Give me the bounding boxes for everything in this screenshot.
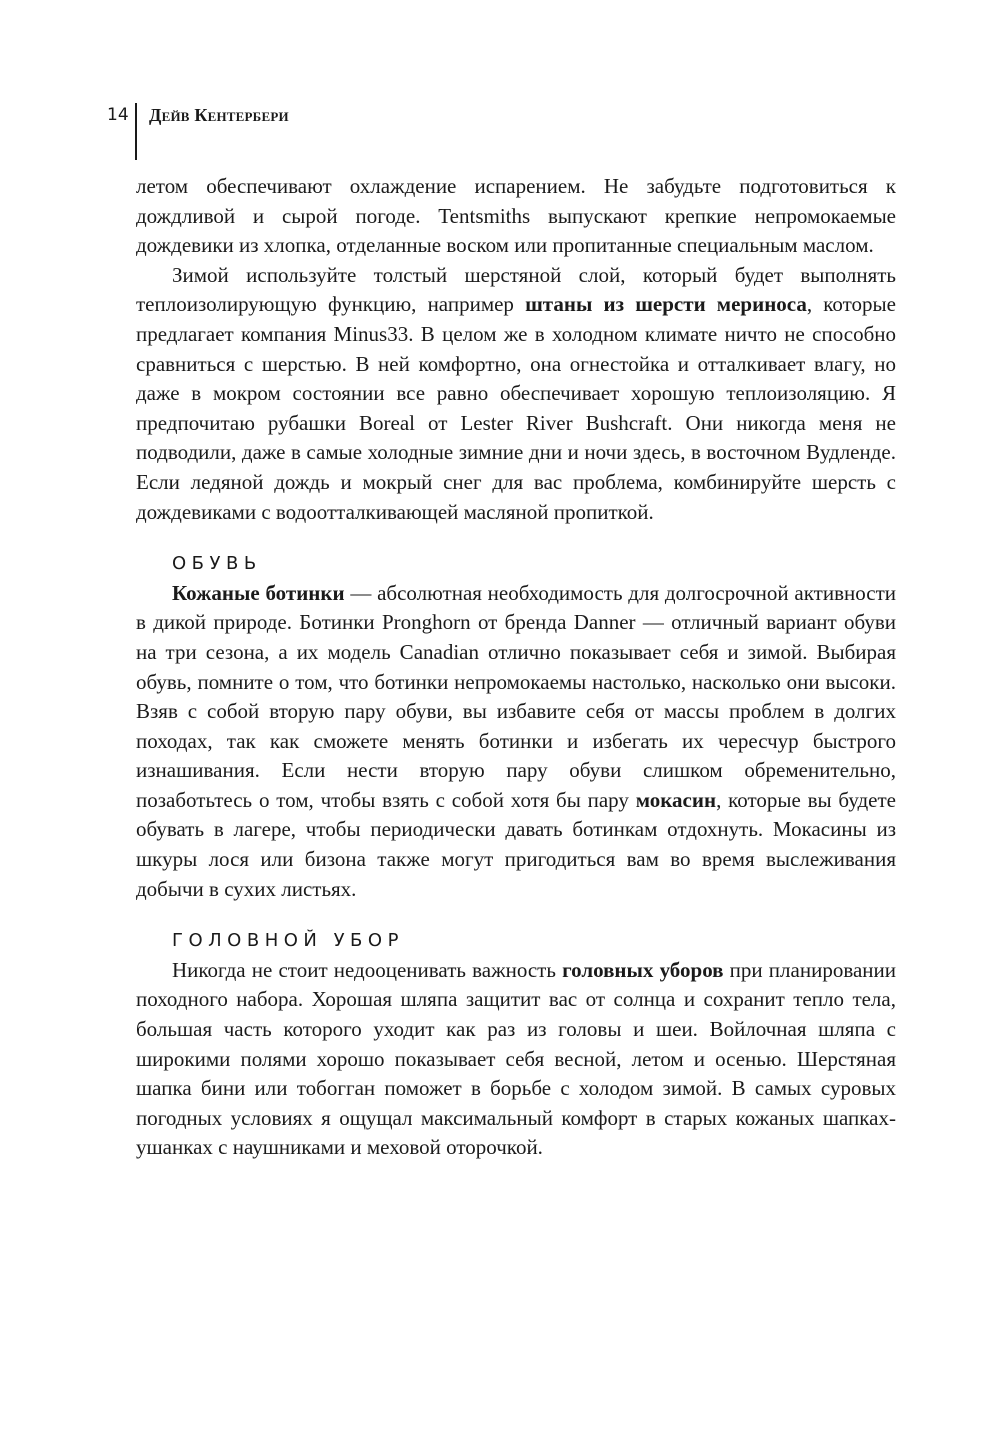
- paragraph-text: летом обеспечивают охлаждение испарением. Не забудьте подготовиться к дождливой и сырой погоде. Tentsmiths выпускают крепкие непромокаемые дождевики из хлопка, отделанные воском или пропитанные специальным маслом.: [136, 174, 896, 258]
- paragraph-headwear: [136, 956, 896, 1163]
- header-divider: [135, 103, 137, 160]
- page-body: [136, 172, 896, 1163]
- paragraph-text: , которые предлагает компания Minus33. В целом же в холодном климате ничто не способно сравниться с шерстью. В ней комфортно, она огнестойка и отталкивает влагу, но даже в мокром состоянии все равно обеспечивает хорошую теплоизоляцию. Я предпочитаю рубашки Boreal от Lester River Bushcraft. Они никогда меня не подводили, даже в самые холодные зимние дни и ночи здесь, в восточном Вудленде. Если ледяной дождь и мокрый снег для вас проблема, комбинируйте шерсть с дождевиками с водоотталкивающей масляной пропиткой.: [136, 292, 896, 524]
- bold-term: головных уборов: [562, 957, 724, 982]
- section-heading-headwear: ГОЛОВНОЙ УБОР: [172, 930, 404, 952]
- section-spacer: [136, 904, 896, 926]
- paragraph-text: — абсолютная необходимость для долгосрочной активности в дикой природе. Ботинки Pronghorn от бренда Danner — отличный вариант обуви на три сезона, а их модель Canadian отлично показывает себя и зимой. Выбирая обувь, помните о том, что ботинки непромокаемы настолько, насколько они высоки. Взяв с собой вторую пару обуви, вы избавите себя от массы проблем в долгих походах, так как сможете менять ботинки и избегать их чересчур быстрого изнашивания. Если нести вторую пару обуви слишком обременительно, позаботьтесь о том, чтобы взять с собой хотя бы пару: [136, 580, 896, 812]
- section-spacer: [136, 527, 896, 549]
- paragraph-summer-clothing: [136, 172, 896, 261]
- bold-term: штаны из шерсти мериноса: [525, 292, 807, 317]
- paragraph-text: Никогда не стоит недооценивать важность: [172, 957, 563, 982]
- paragraph-winter-wool: [136, 261, 896, 527]
- bold-term: мокасин: [635, 787, 717, 812]
- paragraph-text: , которые вы будете обувать в лагере, чтобы периодически давать ботинкам отдохнуть. Мокасины из шкуры лося или бизона также могут пригодиться вам во время выслеживания добычи в сухих листьях.: [136, 787, 897, 901]
- running-head: [107, 103, 507, 163]
- bold-term: Кожаные ботинки: [172, 580, 345, 605]
- book-author: Дейв Кентербери: [149, 105, 289, 125]
- paragraph-text: Зимой используйте толстый шерстяной слой, который будет выполнять теплоизолирующую функцию, например: [136, 262, 896, 317]
- paragraph-footwear: [136, 579, 896, 905]
- page-number: 14: [107, 105, 129, 125]
- section-heading-footwear: ОБУВЬ: [172, 553, 262, 575]
- paragraph-text: при планировании походного набора. Хорошая шляпа защитит вас от солнца и сохранит тепло тела, большая часть которого уходит как раз из головы и шеи. Войлочная шляпа с широкими полями хорошо показывает себя весной, летом и осенью. Шерстяная шапка бини или тобогган поможет в борьбе с холодом зимой. В самых суровых погодных условиях я ощущал максимальный комфорт в старых кожаных шапках-ушанках с наушниками и меховой оторочкой.: [136, 957, 896, 1160]
